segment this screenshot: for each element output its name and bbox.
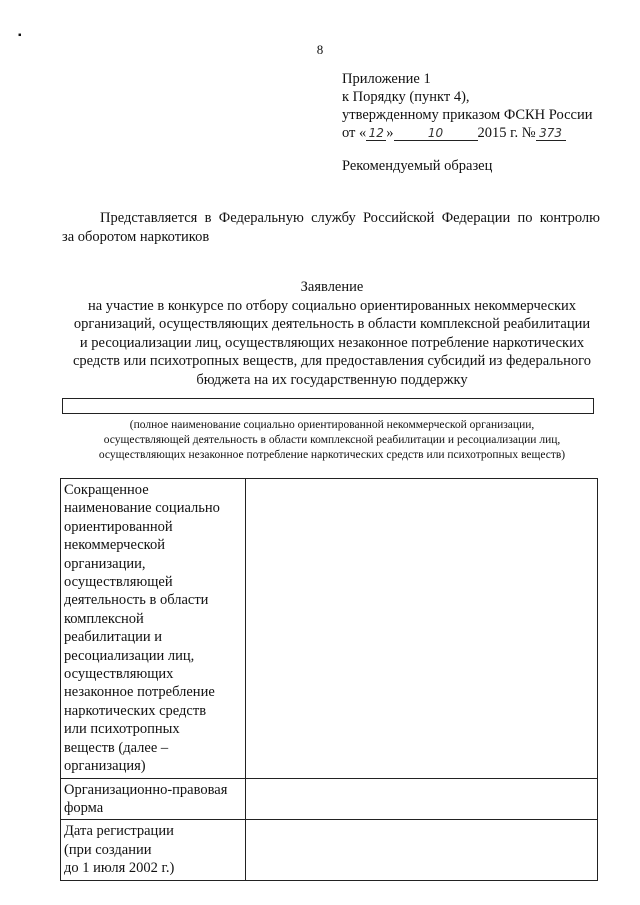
label-line: ориентированной <box>64 518 173 535</box>
name-caption <box>62 418 602 463</box>
caption-line: осуществляющих незаконное потребление наркотических средств или психотропных веществ) <box>98 449 566 461</box>
label-line: форма <box>64 799 104 816</box>
label-line: или психотропных <box>64 721 180 738</box>
date-month: 10 <box>394 126 478 141</box>
legal-form-label <box>61 778 246 820</box>
label-line: наименование социально <box>64 500 220 517</box>
label-line: до 1 июля 2002 г.) <box>64 860 175 877</box>
label-line: некоммерческой <box>64 537 165 554</box>
caption-line: (полное наименование социально ориентированной некоммерческой организации, <box>129 419 535 431</box>
label-line: веществ (далее – <box>64 739 169 756</box>
label-line: Дата регистрации <box>64 823 174 840</box>
date-prefix: от « <box>342 125 367 141</box>
title-block <box>62 278 602 389</box>
date-day: 12 <box>366 126 386 141</box>
scan-mark: ▪ <box>18 30 22 41</box>
label-line: Сокращенное <box>64 482 149 498</box>
registration-date-label <box>61 820 246 880</box>
sample-label: Рекомендуемый образец <box>342 158 493 174</box>
full-name-field[interactable] <box>62 398 594 414</box>
short-name-value[interactable] <box>246 479 598 779</box>
label-line: комплексной <box>64 610 144 627</box>
label-line: осуществляющих <box>64 666 174 683</box>
label-line: осуществляющей <box>64 574 173 591</box>
order-number: 373 <box>536 126 566 141</box>
appendix-line-3: утвержденному приказом ФСКН России <box>342 107 593 123</box>
label-line: наркотических средств <box>64 702 207 719</box>
appendix-header <box>342 70 592 142</box>
label-line: Организационно-правовая <box>64 781 228 798</box>
date-mid: » <box>386 125 394 141</box>
appendix-line-2: к Порядку (пункт 4), <box>342 89 470 105</box>
address-line-2: за оборотом наркотиков <box>62 229 210 245</box>
title-line: бюджета на их государственную поддержку <box>196 371 468 388</box>
label-line: организация) <box>64 758 146 775</box>
title-line: организаций, осуществляющих деятельность в области комплексной реабилитации <box>73 316 591 332</box>
appendix-line-1: Приложение 1 <box>342 71 431 87</box>
label-line: незаконное потребление <box>64 684 215 701</box>
label-line: (при создании <box>64 841 152 858</box>
short-name-label <box>61 479 246 779</box>
address-line-1: Представляется в Федеральную службу Российской Федерации по контролю <box>100 210 600 226</box>
title-line: на участие в конкурсе по отбору социально ориентированных некоммерческих <box>87 297 577 314</box>
registration-date-value[interactable] <box>246 820 598 880</box>
label-line: реабилитации и <box>64 629 163 646</box>
table-row <box>61 778 598 820</box>
label-line: деятельность в области <box>64 592 209 609</box>
label-line: организации, <box>64 555 146 572</box>
title-heading: Заявление <box>300 279 364 295</box>
legal-form-value[interactable] <box>246 778 598 820</box>
label-line: ресоциализации лиц, <box>64 647 195 664</box>
table-row <box>61 479 598 779</box>
date-year: 2015 г. № <box>477 125 536 141</box>
title-line: средств или психотропных веществ, для предоставления субсидий из федерального <box>73 353 591 369</box>
title-line: и ресоциализации лиц, осуществляющих незаконное потребление наркотических <box>79 334 585 351</box>
page-number: 8 <box>316 42 324 57</box>
address-block <box>62 209 600 247</box>
application-form-table <box>60 478 598 881</box>
caption-line: осуществляющей деятельность в области комплексной реабилитации и ресоциализации лиц, <box>103 434 561 446</box>
appendix-date-line <box>342 124 592 142</box>
table-row <box>61 820 598 880</box>
